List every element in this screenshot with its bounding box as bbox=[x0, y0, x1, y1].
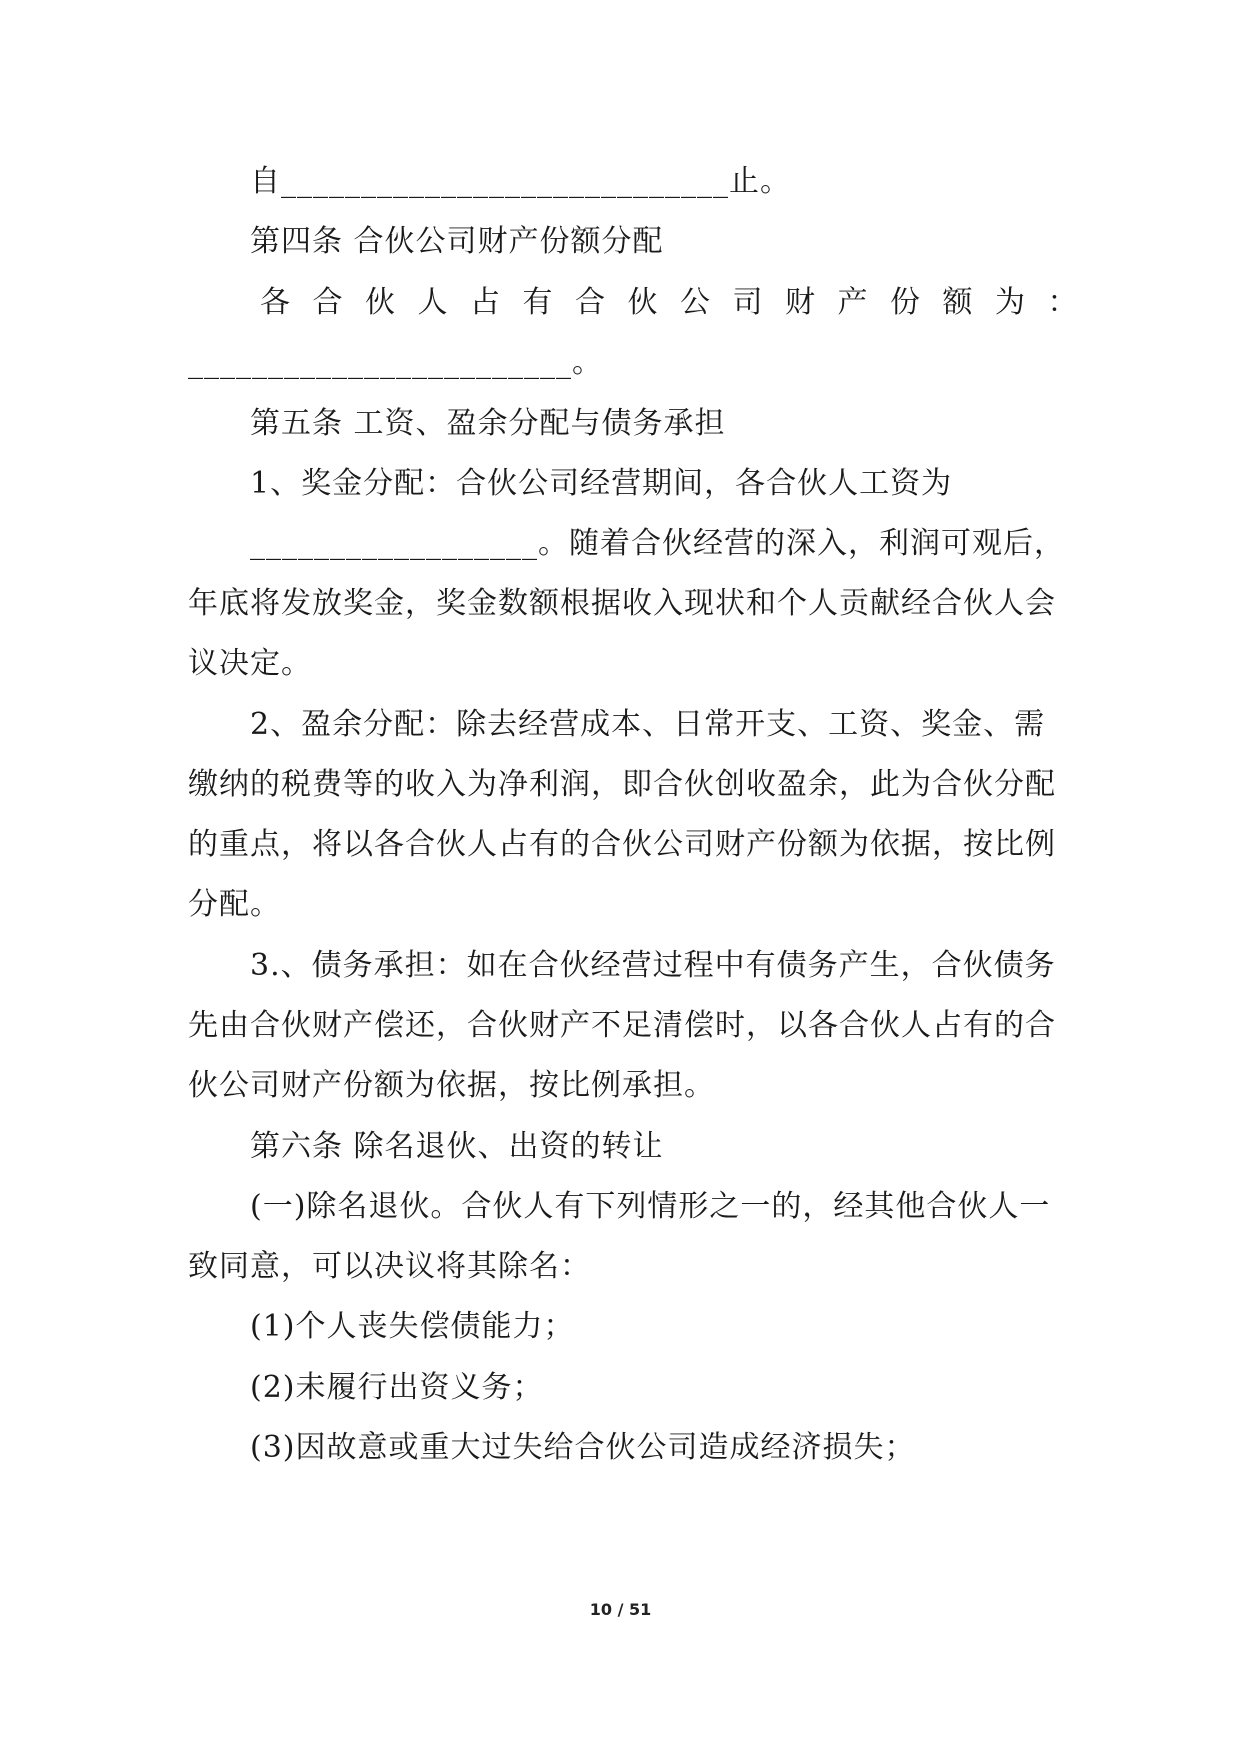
text-line: 1、奖金分配：合伙公司经营期间，各合伙人工资为 bbox=[250, 466, 953, 501]
text-line: 致同意，可以决议将其除名： bbox=[188, 1249, 591, 1284]
page-number: 10 / 51 bbox=[589, 1600, 652, 1619]
text-line: 的重点，将以各合伙人占有的合伙公司财产份额为依据，按比例 bbox=[188, 827, 1056, 862]
text-line: 伙公司财产份额为依据，按比例承担。 bbox=[188, 1068, 715, 1103]
text-line: 年底将发放奖金，奖金数额根据收入现状和个人贡献经合伙人会 bbox=[188, 586, 1056, 621]
list-item: (2)未履行出资义务； bbox=[250, 1370, 544, 1405]
list-item: (3)因故意或重大过失给合伙公司造成经济损失； bbox=[250, 1430, 916, 1465]
text-line: (一)除名退伙。合伙人有下列情形之一的，经其他合伙人一 bbox=[250, 1189, 1051, 1224]
text-line: 分配。 bbox=[188, 887, 281, 922]
text-line: ________________________。 bbox=[188, 345, 603, 380]
text-line: 各合伙人占有合伙公司财产份额为： bbox=[260, 285, 1100, 320]
article-heading: 第五条 工资、盈余分配与债务承担 bbox=[250, 406, 726, 441]
text-line: 2、盈余分配：除去经营成本、日常开支、工资、奖金、需 bbox=[250, 707, 1046, 742]
text-line: __________________。随着合伙经营的深入，利润可观后， bbox=[250, 526, 1065, 561]
text-line: 议决定。 bbox=[188, 646, 312, 681]
text-line: 先由合伙财产偿还，合伙财产不足清偿时，以各合伙人占有的合 bbox=[188, 1008, 1056, 1043]
text-line: 自____________________________止。 bbox=[250, 164, 791, 199]
article-heading: 第四条 合伙公司财产份额分配 bbox=[250, 224, 664, 259]
article-heading: 第六条 除名退伙、出资的转让 bbox=[250, 1129, 664, 1164]
text-line: 缴纳的税费等的收入为净利润，即合伙创收盈余，此为合伙分配 bbox=[188, 767, 1056, 802]
text-line: 3.、债务承担：如在合伙经营过程中有债务产生，合伙债务 bbox=[250, 948, 1056, 983]
list-item: (1)个人丧失偿债能力； bbox=[250, 1309, 575, 1344]
